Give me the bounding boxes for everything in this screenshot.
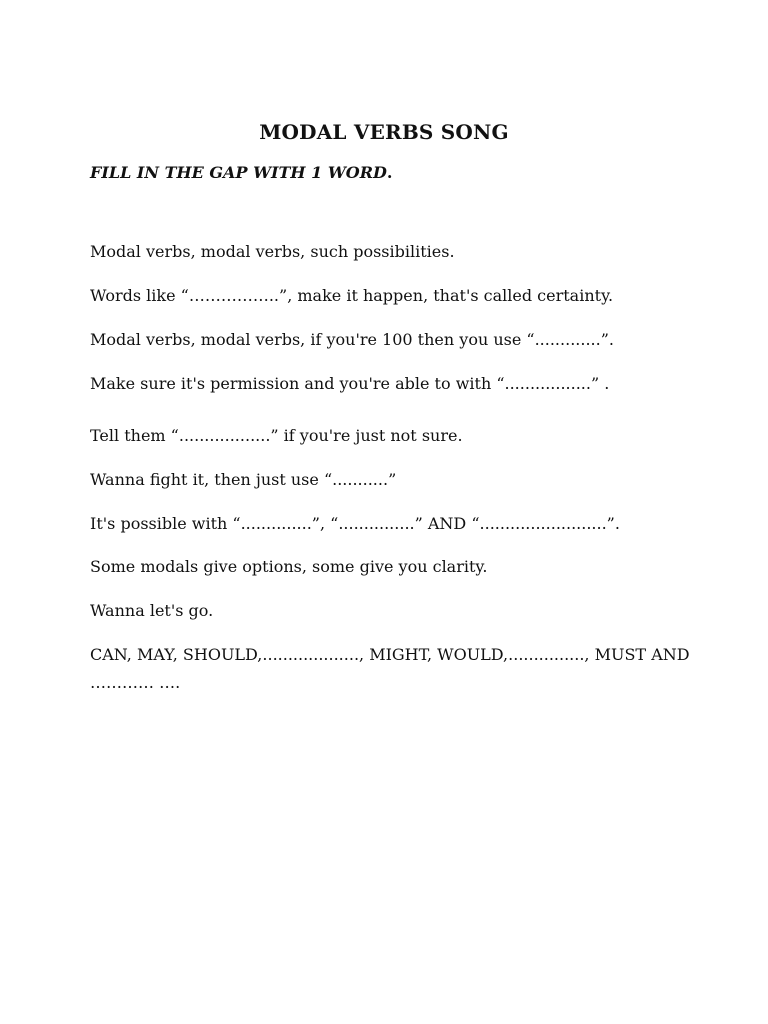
song-line-10: CAN, MAY, SHOULD,..................., MIGHT, WOULD,..............., MUST AND ………… …. — [90, 645, 690, 692]
song-line-3: Modal verbs, modal verbs, if you're 100 then you use “.............”. — [90, 330, 614, 349]
instruction-punct: . — [386, 163, 393, 182]
page-title: MODAL VERBS SONG — [259, 120, 509, 144]
song-line-4: Make sure it's permission and you're able to with “.................” . — [90, 374, 610, 393]
song-line-2: Words like “……………..”, make it happen, that's called certainty. — [90, 286, 614, 305]
song-line-1: Modal verbs, modal verbs, such possibilities. — [90, 242, 455, 261]
song-line-9: Wanna let's go. — [90, 601, 214, 620]
song-line-5: Tell them “..................” if you're just not sure. — [90, 426, 463, 445]
instruction-text: FILL IN THE GAP WITH 1 WORD — [90, 163, 387, 182]
song-line-8: Some modals give options, some give you clarity. — [90, 557, 488, 576]
song-line-6: Wanna fight it, then just use “...........” — [90, 470, 397, 489]
instruction — [90, 163, 392, 182]
song-line-7: It's possible with “..............”, “...............” AND “.........................”. — [90, 514, 620, 533]
